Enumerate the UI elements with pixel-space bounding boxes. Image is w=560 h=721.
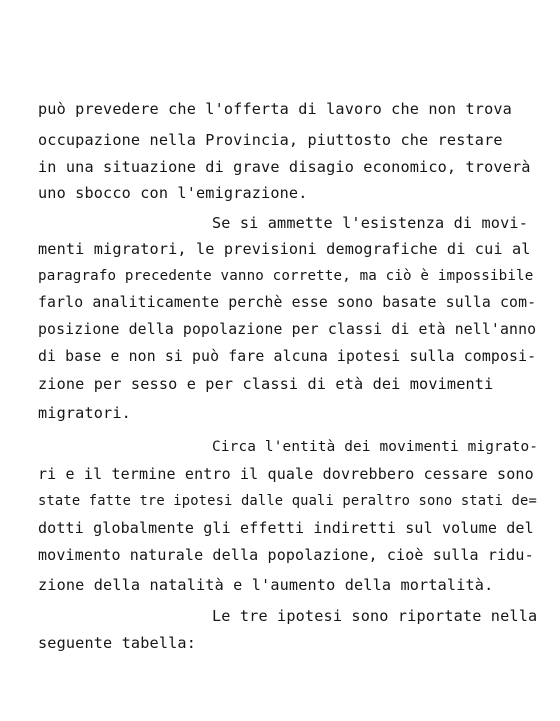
text-line: zione per sesso e per classi di età dei movimenti <box>38 375 494 393</box>
text-line: può prevedere che l'offerta di lavoro che non trova <box>38 100 512 118</box>
text-line: menti migratori, le previsioni demografiche di cui al <box>38 240 531 258</box>
text-line: Le tre ipotesi sono riportate nella <box>212 607 538 625</box>
text-line: di base e non si può fare alcuna ipotesi sulla composi- <box>38 348 537 365</box>
text-line: seguente tabella: <box>38 634 196 652</box>
text-line: occupazione nella Provincia, piuttosto che restare <box>38 131 503 149</box>
text-line: zione della natalità e l'aumento della mortalità. <box>38 576 494 594</box>
text-line: uno sbocco con l'emigrazione. <box>38 184 308 202</box>
text-line: posizione della popolazione per classi di età nell'anno <box>38 321 537 338</box>
text-line: movimento naturale della popolazione, cioè sulla ridu- <box>38 546 534 564</box>
text-line: dotti globalmente gli effetti indiretti sul volume del <box>38 519 534 537</box>
text-line: state fatte tre ipotesi dalle quali peraltro sono stati de= <box>38 493 537 509</box>
text-line: Se si ammette l'esistenza di movi- <box>212 214 528 232</box>
text-line: in una situazione di grave disagio economico, troverà <box>38 158 531 176</box>
text-line: ri e il termine entro il quale dovrebbero cessare sono <box>38 465 534 483</box>
text-line: migratori. <box>38 404 131 422</box>
text-line: Circa l'entità dei movimenti migrato- <box>212 439 539 455</box>
text-line: paragrafo precedente vanno corrette, ma ciò è impossibile <box>38 268 534 284</box>
text-line: farlo analiticamente perchè esse sono basate sulla com- <box>38 294 537 311</box>
